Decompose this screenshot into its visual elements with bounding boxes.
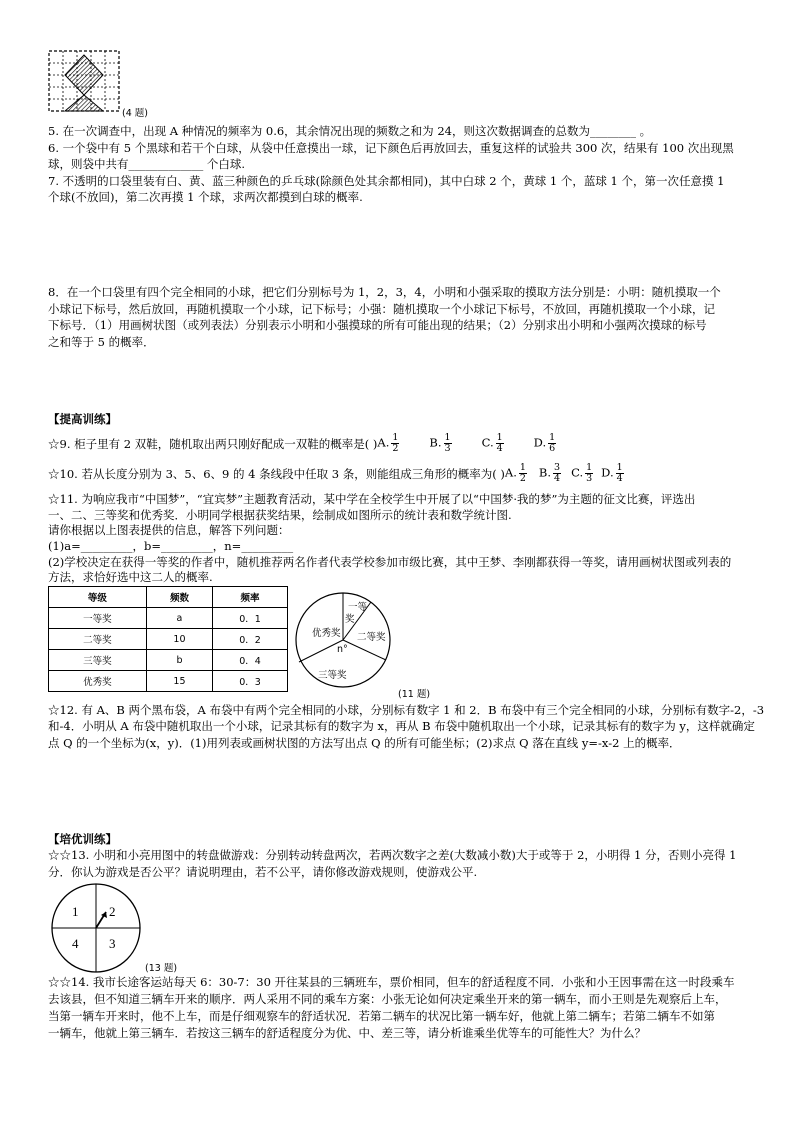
question-9-text: ☆9. 柜子里有 2 双鞋，随机取出两只刚好配成一双鞋的概率是( ) [48,436,378,451]
spinner-number: 4 [72,936,79,951]
option-letter: D. [533,435,547,450]
denominator: 4 [554,473,561,484]
fraction [496,433,504,454]
question-11-line4: (1)a=_________，b=_________，n=_________ [48,539,294,553]
pie-divider [343,640,386,660]
option-letter: B. [538,465,552,480]
question-6-line1: 6. 一个袋中有 5 个黑球和若干个白球，从袋中任意摸出一球，记下颜色后再放回去，重复这样的试验共 300 次，结果有 100 次出现黑 [48,141,734,155]
numerator: 1 [519,462,526,473]
question-12-line3: 点 Q 的一个坐标为(x，y)．(1)用列表或画树状图的方法写出点 Q 的所有可能坐标；(2)求点 Q 落在直线 y=-x-2 上的概率． [48,736,681,750]
question-12-line2: 和-4．小明从 A 布袋中随机取出一个小球，记录其标有的数字为 x，再从 B 布袋中随机取出一个小球，记录其标有的数字为 y，这样就确定 [48,719,755,733]
question-11-line2: 一、二、三等奖和优秀奖．小明同学根据获奖结果，绘制成如图所示的统计表和数学统计图. [48,508,512,522]
fraction [391,433,399,454]
denominator: 2 [519,473,526,484]
numerator: 1 [444,432,451,443]
question-8-line2: 小球记下标号，然后放回，再随机摸取一个小球，记下标号；小强：随机摸取一个小球记下标号，不放回，再随机摸取一个小球，记 [48,302,715,316]
question-5: 5. 在一次调查中，出现 A 种情况的频率为 0.6，其余情况出现的频数之和为 24，则这次数据调查的总数为________ 。 [48,124,652,138]
section-heading-peiyou: 【培优训练】 [48,832,117,846]
option-letter: C. [571,465,584,480]
figure-q11-caption: (11 题) [398,689,431,700]
denominator: 4 [616,473,623,484]
table-cell: 10 [146,629,212,650]
column-header: 频率 [213,587,288,608]
denominator: 6 [549,443,556,454]
question-7-line1: 7. 不透明的口袋里装有白、黄、蓝三种颜色的乒乓球(除颜色处其余都相同)，其中白球 2 个，黄球 1 个，蓝球 1 个，第一次任意摸 1 [48,174,725,188]
pie-label-third: 三等奖 [318,670,347,681]
fraction [585,463,593,484]
question-11-line1: ☆11. 为响应我市“中国梦”，“宜宾梦”主题教育活动，某中学在全校学生中开展了以“中国梦·我的梦”为主题的征文比赛，评选出 [48,492,696,506]
fraction [519,463,527,484]
numerator: 1 [586,462,593,473]
option [377,433,401,454]
figure-q4-caption: (4 题) [122,108,148,119]
pie-label-first-cont: 奖 [345,614,355,625]
denominator: 4 [496,443,503,454]
table-cell: 二等奖 [49,629,147,650]
spinner-number: 2 [109,904,116,919]
column-header: 等级 [49,587,147,608]
table-row [49,629,288,650]
question-9-options [377,433,558,454]
frequency-table [48,586,288,692]
question-14-line2: 去该县，但不知道三辆车开来的顺序．两人采用不同的乘车方案：小张无论如何决定乘坐开来的第一辆车，而小王则是先观察后上车， [48,992,727,1006]
option-letter: B. [429,435,442,450]
question-7-line2: 个球(不放回)，第二次再摸 1 个球，求两次都摸到白球的概率. [48,190,363,204]
numerator: 1 [496,432,503,443]
option [429,433,453,454]
question-10-options [505,463,626,484]
question-14-line4: 一辆车，他就上第三辆车．若按这三辆车的舒适程度分为优、中、差三等，请分析谁乘坐优等车的可能性大？为什么？ [48,1026,646,1040]
numerator: 1 [392,432,399,443]
table-cell: 0．4 [213,650,288,671]
option [505,463,529,484]
column-header: 频数 [146,587,212,608]
option [534,433,559,454]
table-cell: 三等奖 [49,650,147,671]
fraction [444,433,452,454]
denominator: 3 [586,473,593,484]
section-heading-tigao: 【提高训练】 [48,412,117,426]
table-cell: 优秀奖 [49,671,147,692]
fraction [548,433,556,454]
question-9 [48,433,558,454]
figure-q4 [48,50,120,112]
question-13-line2: 分．你认为游戏是否公平？请说明理由，若不公平，请你修改游戏规则，使游戏公平. [48,865,478,879]
pie-label-first: 一等 [348,602,368,613]
grid-pattern-figure [48,50,120,112]
table-cell: a [146,608,212,629]
table-row [49,608,288,629]
pie-label-excellent: 优秀奖 [312,628,341,639]
table-row [49,650,288,671]
question-8-line4: 之和等于 5 的概率． [48,335,155,349]
figure-q13-caption: (13 题) [145,963,178,974]
option [601,463,626,484]
fraction [553,463,561,484]
table-cell: 0．2 [213,629,288,650]
spinner-figure [50,882,142,974]
option [571,463,595,484]
pie-label-second: 二等奖 [357,632,386,643]
question-11-line3: 请你根据以上图表提供的信息，解答下列问题： [48,523,290,537]
option [482,433,506,454]
table-cell: 0．3 [213,671,288,692]
option-letter: A. [504,465,517,480]
question-14-line3: 当第一辆车开来时，他不上车，而是仔细观察车的舒适状况．若第二辆车的状况比第一辆车好，他就上第二辆车；若第二辆车不如第 [48,1009,715,1023]
question-10 [48,463,626,484]
pie-angle-label: n° [337,644,348,655]
numerator: 1 [616,462,623,473]
option-letter: D. [601,465,614,480]
table-cell: 0．1 [213,608,288,629]
question-11-line6: 方法，求恰好选中这二人的概率. [48,570,213,584]
spinner-number: 3 [109,936,116,951]
table-cell: b [146,650,212,671]
table-row [49,671,288,692]
question-6-line2: 球，则袋中共有_____________ 个白球. [48,157,246,171]
table-cell: 15 [146,671,212,692]
question-13-line1: ☆☆13. 小明和小亮用图中的转盘做游戏：分别转动转盘两次，若两次数字之差(大数减小数)大于或等于 2，小明得 1 分，否则小亮得 1 [48,848,737,862]
question-8-line1: 8．在一个口袋里有四个完全相同的小球，把它们分别标号为 1，2，3，4，小明和小强采取的摸取方法分别是：小明：随机摸取一个 [48,285,721,299]
question-12-line1: ☆12. 有 A、B 两个黑布袋，A 布袋中有两个完全相同的小球，分别标有数字 1 和 2．B 布袋中有三个完全相同的小球，分别标有数字-2，-3 [48,703,765,717]
award-pie-figure [293,590,393,690]
question-14-line1: ☆☆14. 我市长途客运站每天 6：30-7：30 开往某县的三辆班车，票价相同，但车的舒适程度不同．小张和小王因事需在这一时段乘车 [48,975,735,989]
option-letter: A. [377,435,390,450]
numerator: 1 [549,432,556,443]
question-10-text: ☆10. 若从长度分别为 3、5、6、9 的 4 条线段中任取 3 条，则能组成三角形的概率为( ) [48,466,505,481]
question-8-line3: 下标号．（1）用画树状图（或列表法）分别表示小明和小强摸球的所有可能出现的结果；（2）分别求出小明和小强两次摸球的标号 [48,318,707,332]
option [539,463,563,484]
denominator: 2 [392,443,399,454]
table-cell: 一等奖 [49,608,147,629]
spinner-number: 1 [72,904,79,919]
denominator: 3 [444,443,451,454]
numerator: 3 [554,462,561,473]
question-11-line5: (2)学校决定在获得一等奖的作者中，随机推荐两名作者代表学校参加市级比赛，其中王梦、李刚都获得一等奖，请用画树状图或列表的 [48,555,732,569]
table-header-row [49,587,288,608]
fraction [616,463,624,484]
option-letter: C. [481,435,494,450]
